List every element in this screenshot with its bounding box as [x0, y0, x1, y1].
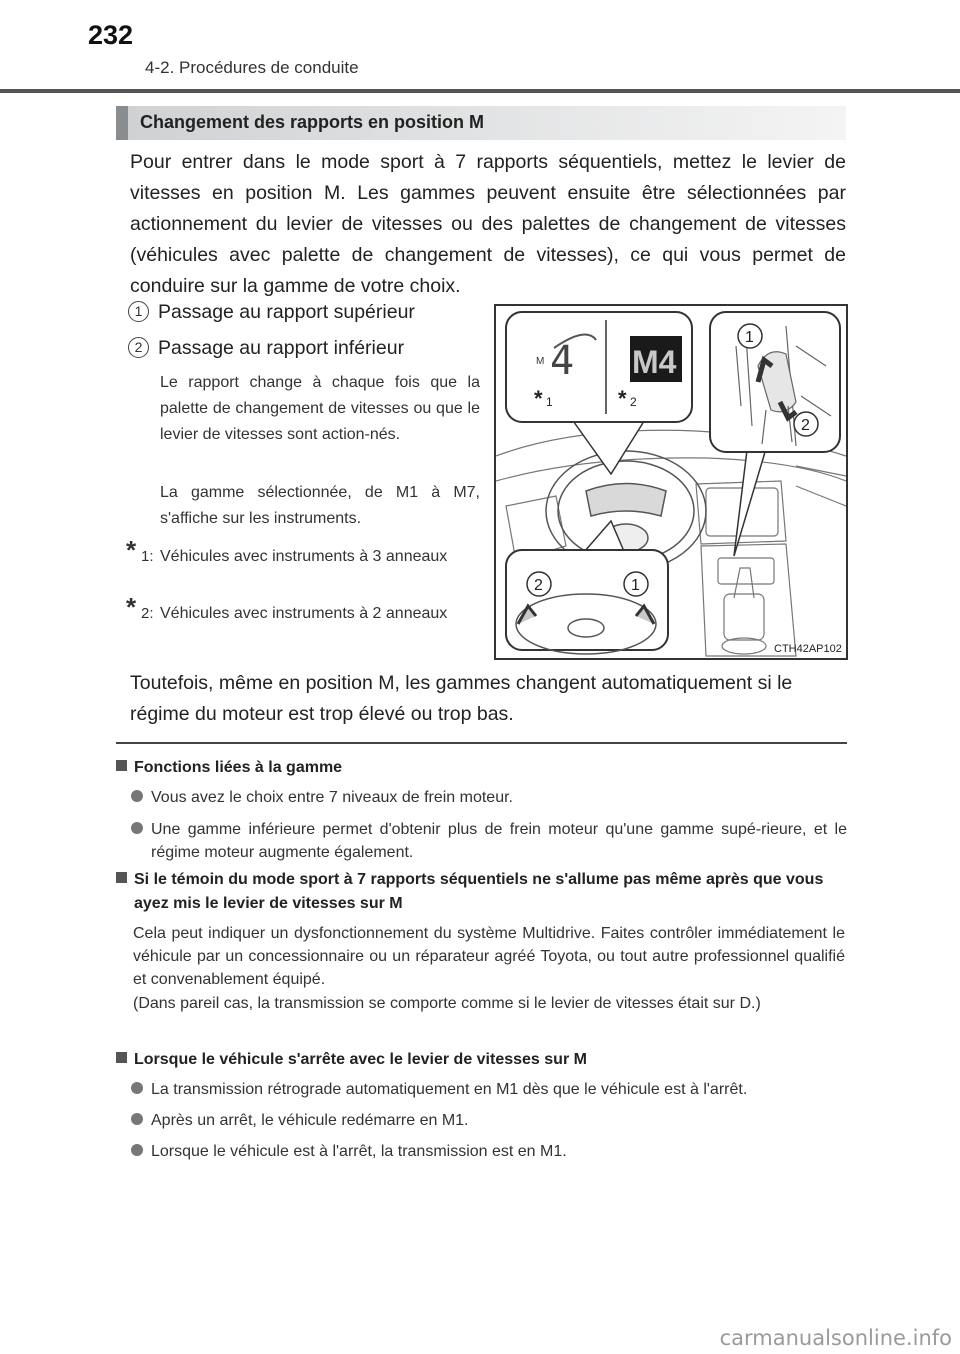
dot-bullet-icon [131, 1144, 143, 1156]
note-text: Véhicules avec instruments à 2 anneaux [160, 605, 448, 622]
gear-digit: 4 [550, 338, 575, 384]
section-title: Changement des rapports en position M [140, 112, 485, 132]
note-mark: 1: [141, 548, 154, 565]
square-bullet-icon [116, 872, 127, 883]
note-text: Véhicules avec instruments à 3 anneaux [160, 548, 448, 565]
dashboard-drawing [496, 306, 846, 658]
indicator-paragraph-note: (Dans pareil cas, la transmission se comporte comme si le levier de vitesses était sur D.) [133, 995, 761, 1012]
callout-number: 1 [631, 577, 640, 594]
header-divider [0, 89, 960, 93]
item-downshift [128, 337, 404, 360]
callout-number: 2 [801, 417, 810, 434]
item-label: Passage au rapport supérieur [158, 301, 415, 323]
heading-indicator-not-lit: Si le témoin du mode sport à 7 rapports séquentiels ne s'allume pas même après que vous ayez mis le levier de vitesses sur M [116, 868, 848, 916]
bullet-item: Lorsque le véhicule est à l'arrêt, la transmission est en M1. [131, 1140, 847, 1163]
m-letter: M [536, 356, 545, 367]
bullet-item: Une gamme inférieure permet d'obtenir plus de frein moteur qu'une gamme supé-rieure, et le régime moteur augmente également. [131, 818, 847, 864]
bullet-item: La transmission rétrograde automatiquement en M1 dès que le véhicule est à l'arrêt. [131, 1078, 847, 1101]
asterisk-icon: * [126, 592, 137, 622]
m4-display: M4 [632, 344, 677, 380]
heading-range-functions: Fonctions liées à la gamme [116, 756, 848, 780]
figure-code: CTH42AP102 [774, 643, 842, 655]
callout-number: 1 [745, 329, 754, 346]
asterisk-icon: * [618, 386, 627, 411]
section-divider [116, 742, 847, 744]
dot-bullet-icon [131, 1082, 143, 1094]
note-mark: 2: [141, 605, 154, 622]
watermark: carmanualsonline.info [719, 1326, 952, 1350]
star-sub-1: 1 [546, 395, 553, 409]
indicator-paragraph: Cela peut indiquer un dysfonctionnement du système Multidrive. Faites contrôler immédiatement le véhicule par un concessionnaire ou un réparateur agréé Toyota, ou tout autre professionnel qualifié et convenablement équipé. [133, 925, 845, 988]
dot-bullet-icon [131, 790, 143, 802]
item-upshift [128, 301, 415, 324]
callout-number: 2 [534, 577, 543, 594]
heading-vehicle-stops: Lorsque le véhicule s'arrête avec le levier de vitesses sur M [116, 1048, 848, 1072]
asterisk-icon: * [126, 535, 137, 565]
intro-paragraph: Pour entrer dans le mode sport à 7 rapports séquentiels, mettez le levier de vitesses en position M. Les gammes peuvent ensuite être sélectionnées par actionnement du levier de vitesses ou des palettes de changement de vitesses (véhicules avec palette de changement de vitesses), ce qui vous permet de conduire sur la gamme de votre choix. [130, 151, 846, 297]
dot-bullet-icon [131, 822, 143, 834]
gear-shift-illustration [494, 304, 848, 660]
square-bullet-icon [116, 760, 127, 771]
note-1 [126, 535, 482, 591]
section-title-bar [116, 106, 846, 140]
bullet-item: Après un arrêt, le véhicule redémarre en M1. [131, 1109, 847, 1132]
range-display-explanation: La gamme sélectionnée, de M1 à M7, s'affiche sur les instruments. [160, 484, 480, 527]
chapter-title: 4-2. Procédures de conduite [145, 58, 359, 77]
note-2 [126, 592, 482, 648]
square-bullet-icon [116, 1052, 127, 1063]
asterisk-icon: * [534, 386, 543, 411]
outro-paragraph: Toutefois, même en position M, les gammes changent automatiquement si le régime du moteur est trop élevé ou trop bas. [130, 672, 793, 725]
bullet-item: Vous avez le choix entre 7 niveaux de frein moteur. [131, 786, 847, 809]
number-badge: 1 [128, 301, 149, 322]
page-number: 232 [88, 20, 134, 50]
item-label: Passage au rapport inférieur [158, 337, 405, 359]
shift-explanation: Le rapport change à chaque fois que la palette de changement de vitesses ou que le levier de vitesses sont action-nés. [160, 374, 480, 443]
dot-bullet-icon [131, 1113, 143, 1125]
number-badge: 2 [128, 337, 149, 358]
star-sub-2: 2 [630, 395, 637, 409]
